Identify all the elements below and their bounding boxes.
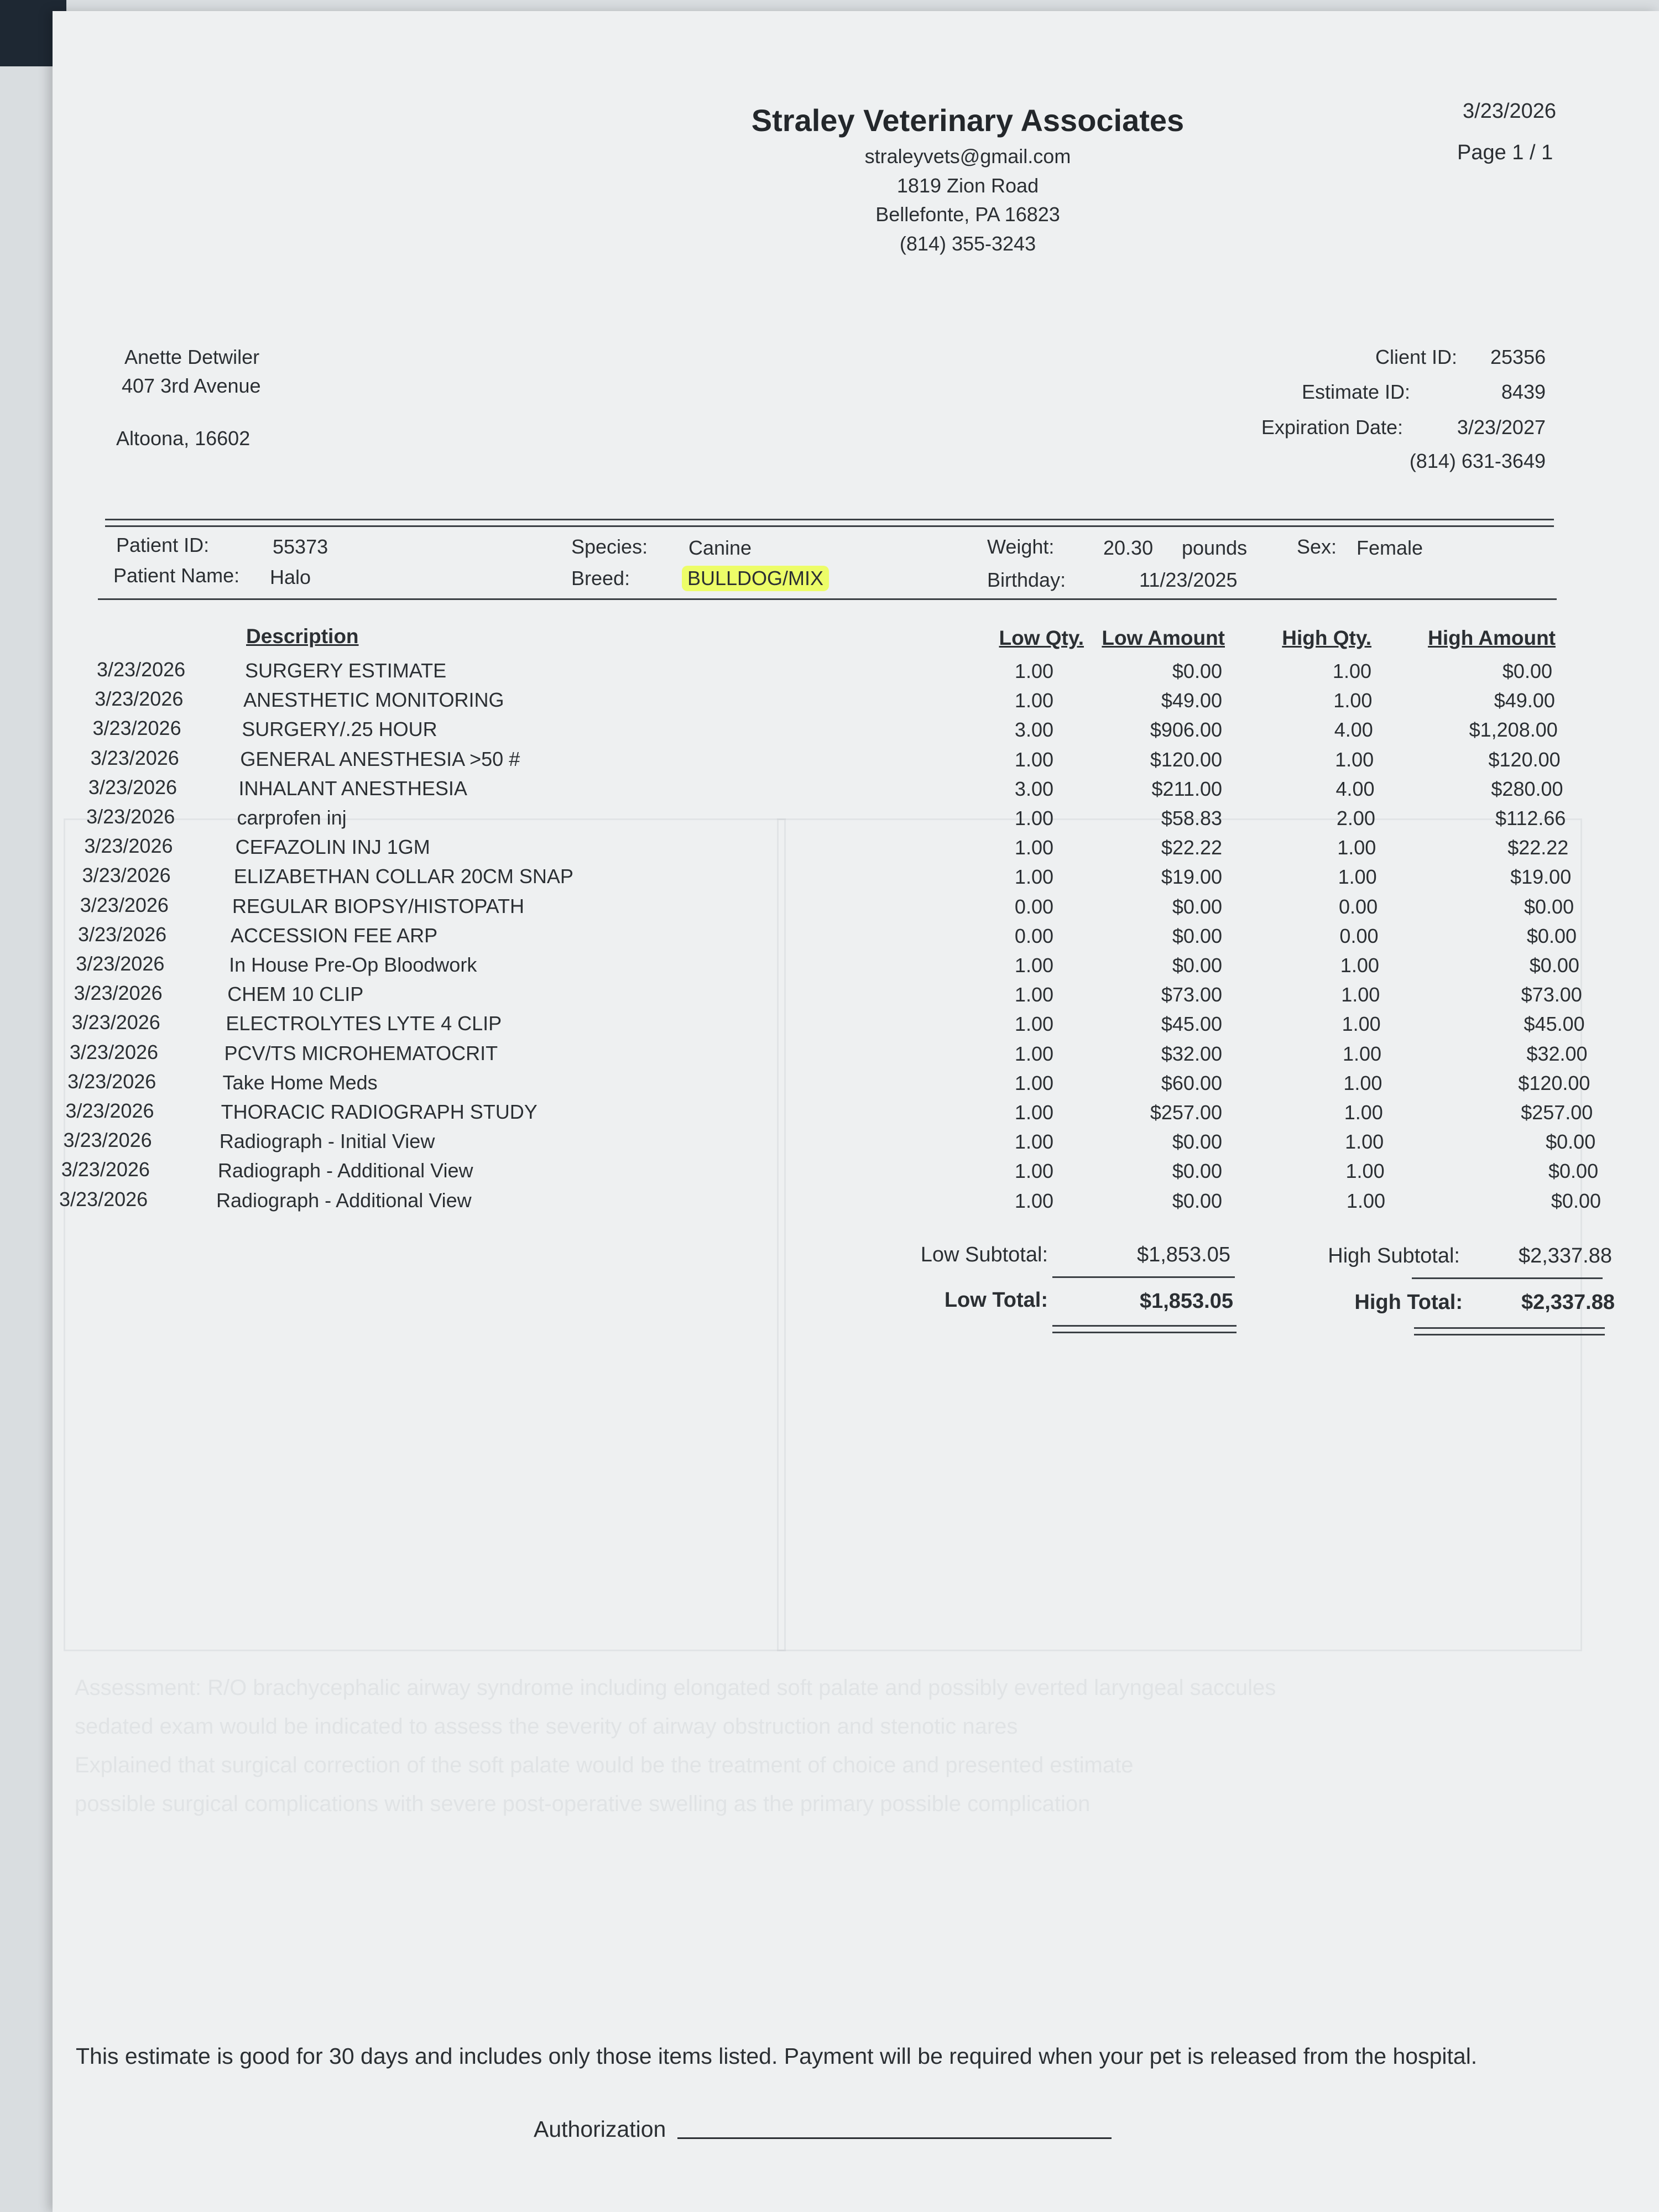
- row-description: In House Pre-Op Bloodwork: [229, 953, 477, 976]
- row-low-amount: $32.00: [1161, 1042, 1222, 1065]
- row-low-amount: $0.00: [1172, 1130, 1222, 1154]
- row-low-amount: $49.00: [1161, 689, 1222, 712]
- row-date: 3/23/2026: [59, 1187, 148, 1211]
- row-low-amount: $0.00: [1172, 924, 1222, 947]
- row-high-amount: $0.00: [1548, 1160, 1599, 1183]
- row-description: ACCESSION FEE ARP: [231, 924, 438, 947]
- row-low-amount: $906.00: [1150, 718, 1222, 742]
- expiration-date: 3/23/2027: [1457, 416, 1546, 439]
- weight-unit: pounds: [1182, 536, 1248, 559]
- row-low-amount: $45.00: [1161, 1013, 1222, 1036]
- patient-id: 55373: [273, 535, 328, 558]
- row-high-amount: $0.00: [1529, 954, 1579, 977]
- row-high-amount: $120.00: [1488, 748, 1561, 771]
- row-high-qty: 1.00: [1338, 865, 1377, 889]
- row-high-amount: $73.00: [1521, 983, 1582, 1006]
- high-total: $2,337.88: [1521, 1291, 1615, 1314]
- row-date: 3/23/2026: [86, 805, 175, 828]
- row-low-amount: $0.00: [1172, 954, 1222, 977]
- row-description: carprofen inj: [237, 806, 347, 829]
- row-high-amount: $280.00: [1491, 777, 1563, 800]
- client-id-label: Client ID:: [1375, 346, 1457, 368]
- high-total-double-rule-2: [1414, 1334, 1605, 1335]
- row-high-amount: $0.00: [1526, 924, 1577, 947]
- row-high-amount: $49.00: [1494, 689, 1555, 712]
- row-high-amount: $0.00: [1551, 1189, 1601, 1212]
- showthrough-text-2: sedated exam would be indicated to assess the severity of airway obstruction and stenotic nares: [75, 1714, 1018, 1739]
- patient-bottom-rule: [98, 598, 1557, 600]
- high-total-label: High Total:: [1354, 1291, 1463, 1314]
- practice-name: Straley Veterinary Associates: [751, 103, 1185, 138]
- row-high-amount: $22.22: [1507, 836, 1569, 859]
- col-header-description: Description: [246, 625, 359, 648]
- practice-email: straleyvets@gmail.com: [864, 145, 1071, 168]
- row-low-amount: $19.00: [1161, 865, 1222, 889]
- row-low-qty: 1.00: [1014, 983, 1053, 1006]
- row-high-qty: 1.00: [1333, 689, 1373, 712]
- row-low-qty: 1.00: [1014, 807, 1053, 830]
- row-low-qty: 0.00: [1014, 895, 1053, 918]
- row-high-qty: 1.00: [1341, 983, 1380, 1006]
- client-id: 25356: [1490, 346, 1546, 368]
- row-low-qty: 1.00: [1014, 1130, 1053, 1154]
- row-high-amount: $0.00: [1524, 895, 1574, 918]
- row-description: SURGERY ESTIMATE: [245, 659, 447, 682]
- row-date: 3/23/2026: [97, 658, 186, 681]
- row-high-qty: 1.00: [1346, 1189, 1385, 1212]
- estimate-id: 8439: [1501, 380, 1546, 403]
- species: Canine: [688, 536, 752, 559]
- practice-street: 1819 Zion Road: [896, 174, 1039, 197]
- row-description: Radiograph - Additional View: [217, 1159, 473, 1182]
- row-description: THORACIC RADIOGRAPH STUDY: [221, 1100, 538, 1123]
- row-high-qty: 4.00: [1335, 777, 1375, 800]
- row-low-qty: 1.00: [1014, 689, 1053, 712]
- practice-city-state-zip: Bellefonte, PA 16823: [875, 203, 1060, 226]
- row-description: CHEM 10 CLIP: [227, 983, 364, 1006]
- sex: Female: [1357, 536, 1423, 559]
- row-date: 3/23/2026: [65, 1099, 154, 1122]
- showthrough-text-3: Explained that surgical correction of the soft palate would be the treatment of choice and presented estimate: [75, 1753, 1134, 1777]
- row-date: 3/23/2026: [76, 952, 165, 975]
- client-phone: (814) 631-3649: [1409, 450, 1546, 472]
- row-description: CEFAZOLIN INJ 1GM: [235, 836, 430, 859]
- estimate-id-label: Estimate ID:: [1301, 380, 1410, 403]
- client-name: Anette Detwiler: [124, 346, 260, 368]
- row-description: Radiograph - Initial View: [219, 1130, 435, 1153]
- row-date: 3/23/2026: [74, 982, 163, 1005]
- row-low-qty: 1.00: [1014, 1071, 1053, 1094]
- row-date: 3/23/2026: [78, 922, 167, 946]
- row-description: INHALANT ANESTHESIA: [238, 776, 467, 800]
- row-low-qty: 1.00: [1014, 1042, 1053, 1065]
- high-subtotal-rule: [1412, 1277, 1603, 1279]
- showthrough-text-4: possible surgical complications with severe post-operative swelling as the primary possible complication: [75, 1792, 1091, 1816]
- breed-label: Breed:: [571, 567, 630, 589]
- species-label: Species:: [571, 535, 648, 558]
- row-low-amount: $60.00: [1161, 1071, 1222, 1094]
- low-subtotal: $1,853.05: [1136, 1243, 1230, 1266]
- row-low-qty: 3.00: [1014, 777, 1053, 800]
- birthday: 11/23/2025: [1139, 568, 1238, 591]
- patient-top-rule-2: [105, 525, 1554, 527]
- row-description: PCV/TS MICROHEMATOCRIT: [224, 1041, 498, 1065]
- row-date: 3/23/2026: [61, 1158, 150, 1181]
- row-date: 3/23/2026: [90, 746, 179, 769]
- row-description: GENERAL ANESTHESIA >50 #: [240, 747, 520, 770]
- row-description: ELIZABETHAN COLLAR 20CM SNAP: [233, 865, 573, 888]
- patient-top-rule: [105, 519, 1554, 520]
- row-high-qty: 1.00: [1342, 1013, 1381, 1036]
- row-low-qty: 1.00: [1014, 660, 1053, 682]
- row-high-qty: 1.00: [1335, 748, 1374, 771]
- breed: BULLDOG/MIX: [682, 566, 829, 591]
- row-low-amount: $22.22: [1161, 836, 1222, 859]
- row-low-amount: $0.00: [1172, 1160, 1222, 1183]
- sex-label: Sex:: [1297, 535, 1337, 558]
- showthrough-text: Assessment: R/O brachycephalic airway syndrome including elongated soft palate and possibly everted laryngeal saccules: [75, 1676, 1276, 1700]
- row-date: 3/23/2026: [63, 1129, 152, 1152]
- row-high-amount: $32.00: [1526, 1042, 1588, 1065]
- row-low-qty: 1.00: [1014, 1160, 1053, 1183]
- row-low-amount: $120.00: [1150, 748, 1222, 771]
- row-description: REGULAR BIOPSY/HISTOPATH: [232, 894, 524, 917]
- high-total-double-rule: [1414, 1327, 1605, 1329]
- patient-id-label: Patient ID:: [116, 534, 210, 556]
- birthday-label: Birthday:: [987, 568, 1066, 591]
- row-date: 3/23/2026: [95, 687, 184, 711]
- low-subtotal-label: Low Subtotal:: [920, 1243, 1048, 1266]
- row-high-qty: 1.00: [1345, 1130, 1384, 1154]
- client-street: 407 3rd Avenue: [122, 374, 261, 397]
- row-low-amount: $211.00: [1151, 777, 1222, 800]
- row-high-qty: 1.00: [1344, 1101, 1383, 1124]
- patient-name: Halo: [270, 566, 311, 588]
- weight-label: Weight:: [987, 535, 1055, 558]
- row-low-amount: $0.00: [1172, 1189, 1222, 1212]
- estimate-date: 3/23/2026: [1463, 100, 1557, 123]
- row-low-qty: 1.00: [1014, 954, 1053, 977]
- row-high-amount: $120.00: [1518, 1071, 1590, 1094]
- client-city-zip: Altoona, 16602: [116, 427, 251, 450]
- row-date: 3/23/2026: [71, 1011, 160, 1034]
- row-low-qty: 0.00: [1014, 924, 1053, 947]
- authorization-label: Authorization: [534, 2116, 666, 2142]
- row-low-qty: 1.00: [1014, 748, 1053, 771]
- row-low-amount: $58.83: [1161, 807, 1222, 830]
- row-high-amount: $112.66: [1495, 807, 1566, 830]
- row-low-qty: 1.00: [1014, 836, 1053, 859]
- row-date: 3/23/2026: [82, 864, 171, 887]
- expiration-date-label: Expiration Date:: [1261, 416, 1403, 439]
- high-subtotal-label: High Subtotal:: [1328, 1244, 1460, 1267]
- row-high-qty: 0.00: [1339, 895, 1378, 918]
- row-low-qty: 1.00: [1014, 1013, 1053, 1036]
- row-high-qty: 1.00: [1340, 954, 1379, 977]
- estimate-page: [53, 11, 1659, 2212]
- row-date: 3/23/2026: [92, 717, 181, 740]
- row-high-qty: 2.00: [1336, 807, 1375, 830]
- row-low-qty: 1.00: [1014, 1101, 1053, 1124]
- row-date: 3/23/2026: [88, 775, 178, 799]
- col-header-low-qty: Low Qty.: [999, 627, 1084, 649]
- row-high-qty: 4.00: [1334, 718, 1373, 742]
- row-description: Take Home Meds: [222, 1071, 378, 1094]
- row-high-amount: $257.00: [1521, 1101, 1593, 1124]
- row-date: 3/23/2026: [84, 834, 173, 858]
- col-header-high-amount: High Amount: [1428, 627, 1556, 649]
- row-date: 3/23/2026: [67, 1070, 156, 1093]
- low-total-label: Low Total:: [944, 1288, 1048, 1312]
- row-high-amount: $45.00: [1524, 1013, 1585, 1036]
- row-high-amount: $1,208.00: [1469, 718, 1558, 742]
- row-high-qty: 1.00: [1343, 1071, 1383, 1094]
- row-low-qty: 1.00: [1014, 1189, 1053, 1212]
- low-total-double-rule-2: [1052, 1332, 1237, 1333]
- row-high-qty: 1.00: [1332, 660, 1371, 682]
- row-high-qty: 1.00: [1345, 1160, 1385, 1183]
- weight: 20.30: [1103, 536, 1154, 559]
- row-description: SURGERY/.25 HOUR: [242, 718, 437, 741]
- row-description: ELECTROLYTES LYTE 4 CLIP: [226, 1012, 502, 1035]
- row-low-qty: 3.00: [1014, 718, 1053, 742]
- high-subtotal: $2,337.88: [1518, 1244, 1612, 1267]
- row-high-amount: $0.00: [1546, 1130, 1596, 1154]
- low-total-double-rule: [1052, 1325, 1237, 1327]
- practice-phone: (814) 355-3243: [899, 232, 1036, 255]
- row-high-amount: $19.00: [1510, 865, 1572, 889]
- row-high-qty: 1.00: [1342, 1042, 1382, 1065]
- row-low-qty: 1.00: [1014, 865, 1053, 889]
- row-high-amount: $0.00: [1502, 660, 1552, 682]
- row-low-amount: $0.00: [1172, 895, 1222, 918]
- low-subtotal-rule: [1052, 1276, 1235, 1278]
- estimate-disclaimer: This estimate is good for 30 days and includes only those items listed. Payment will be required when your pet is released from the hospital.: [76, 2043, 1478, 2069]
- col-header-high-qty: High Qty.: [1282, 627, 1371, 649]
- low-total: $1,853.05: [1139, 1290, 1233, 1313]
- row-date: 3/23/2026: [80, 893, 169, 916]
- row-high-qty: 0.00: [1339, 924, 1379, 947]
- page-number: Page 1 / 1: [1457, 141, 1553, 164]
- col-header-low-amount: Low Amount: [1102, 627, 1225, 649]
- row-description: Radiograph - Additional View: [216, 1188, 472, 1212]
- authorization-signature-line[interactable]: [677, 2137, 1112, 2139]
- row-low-amount: $73.00: [1161, 983, 1222, 1006]
- row-description: ANESTHETIC MONITORING: [243, 688, 504, 712]
- patient-name-label: Patient Name:: [113, 564, 240, 587]
- row-low-amount: $0.00: [1172, 660, 1222, 682]
- row-low-amount: $257.00: [1150, 1101, 1222, 1124]
- row-high-qty: 1.00: [1337, 836, 1376, 859]
- row-date: 3/23/2026: [69, 1040, 159, 1063]
